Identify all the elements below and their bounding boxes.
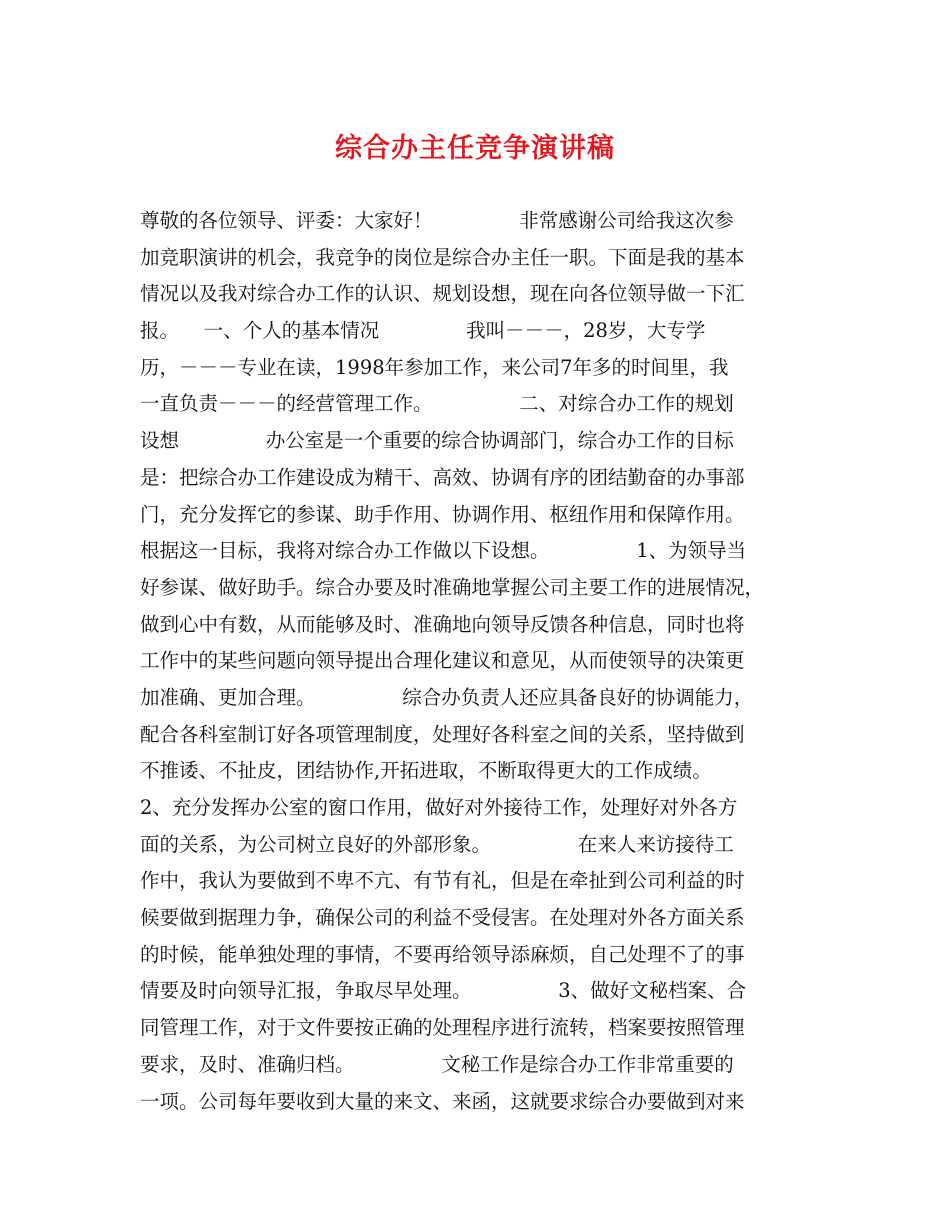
body-line: 2、充分发挥办公室的窗口作用，做好对外接待工作，处理好对外各方 [140,796,738,819]
document-body [140,203,820,1120]
body-line: 加竞职演讲的机会，我竞争的岗位是综合办主任一职。下面是我的基本 [140,245,745,269]
body-line: 报。 一、个人的基本情况 我叫－－－，28岁，大专学 [140,319,706,343]
body-line: 情要及时向领导汇报，争取尽早处理。 3、做好文秘档案、合 [140,979,747,1003]
body-line: 要求，及时、准确归档。 文秘工作是综合办工作非常重要的 [140,1052,734,1076]
body-line: 尊敬的各位领导、评委：大家好！ 非常感谢公司给我这次参 [140,209,734,232]
body-line: 根据这一目标，我将对综合办工作做以下设想。 1、为领导当 [140,539,747,563]
body-line: 一直负责－－－的经营管理工作。 二、对综合办工作的规划 [140,392,734,416]
body-line: 做到心中有数，从而能够及时、准确地向领导反馈各种信息，同时也将 [140,612,745,636]
body-line: 同管理工作，对于文件要按正确的处理程序进行流转，档案要按照管理 [140,1016,745,1040]
body-line: 工作中的某些问题向领导提出合理化建议和意见，从而使领导的决策更 [140,649,745,673]
body-line: 不推诿、不扯皮，团结协作,开拓进取，不断取得更大的工作成绩。 [140,759,712,783]
body-line: 候要做到据理力争，确保公司的利益不受侵害。在处理对外各方面关系 [140,906,745,930]
body-line: 的时候，能单独处理的事情，不要再给领导添麻烦，自己处理不了的事 [140,942,745,966]
body-line: 门，充分发挥它的参谋、助手作用、协调作用、枢纽作用和保障作用。 [140,502,745,526]
body-line: 情况以及我对综合办工作的认识、规划设想，现在向各位领导做一下汇 [140,282,745,306]
body-line: 面的关系，为公司树立良好的外部形象。 在来人来访接待工 [140,832,734,856]
body-line: 作中，我认为要做到不卑不亢、有节有礼，但是在牵扯到公司利益的时 [140,869,745,893]
body-line: 加准确、更加合理。 综合办负责人还应具备良好的协调能力， [140,685,754,709]
body-line: 好参谋、做好助手。综合办要及时准确地掌握公司主要工作的进展情况， [140,575,765,599]
body-line: 是：把综合办工作建设成为精干、高效、协调有序的团结勤奋的办事部 [140,465,745,489]
body-line: 一项。公司每年要收到大量的来文、来函，这就要求综合办要做到对来 [140,1089,745,1113]
document-title: 综合办主任竞争演讲稿 [335,133,615,164]
body-line: 设想 办公室是一个重要的综合协调部门，综合办工作的目标 [140,429,734,453]
body-line: 配合各科室制订好各项管理制度，处理好各科室之间的关系，坚持做到 [140,722,745,746]
body-line: 历，－－－专业在读，1998年参加工作，来公司7年多的时间里，我 [140,355,729,379]
